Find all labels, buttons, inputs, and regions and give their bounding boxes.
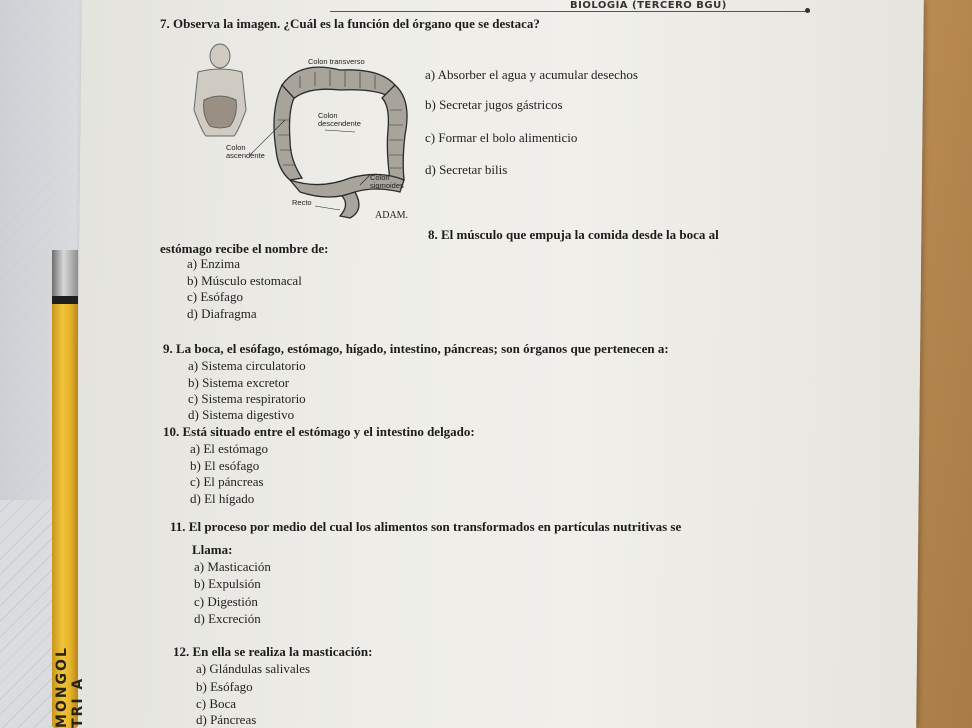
q10-option-d: d) El hígado <box>190 491 255 506</box>
question-number: 11. <box>170 519 186 534</box>
subject-header: BIOLOGÍA (TERCERO BGU) <box>570 0 727 11</box>
q12-option-d: d) Páncreas <box>196 712 257 727</box>
q9-option-d: d) Sistema digestivo <box>188 407 295 422</box>
colon-illustration <box>190 40 430 230</box>
question-10 <box>163 424 475 440</box>
label-rectum: Recto <box>292 198 312 207</box>
label-ascending-colon: Colon ascendente <box>226 143 265 160</box>
question-8 <box>428 227 719 243</box>
q8-option-c: c) Esófago <box>187 289 243 304</box>
question-text: La boca, el esófago, estómago, hígado, intestino, páncreas; son órganos que pertenecen a: <box>176 341 669 356</box>
q11-option-a: a) Masticación <box>194 559 271 574</box>
q8-option-a: a) Enzima <box>187 256 241 271</box>
q11-option-d: d) Excreción <box>194 611 261 626</box>
q8-option-b: b) Músculo estomacal <box>187 273 302 288</box>
question-number: 8. <box>428 227 438 242</box>
pencil-brand-text: MONGOL TRI A <box>54 646 86 728</box>
question-text: En ella se realiza la masticación: <box>192 644 373 659</box>
q9-option-a: a) Sistema circulatorio <box>188 358 306 373</box>
q11-option-c: c) Digestión <box>194 594 258 609</box>
header-dot <box>805 8 810 13</box>
question-9 <box>163 341 669 357</box>
question-text: El proceso por medio del cual los alimentos son transformados en partículas nutritivas se <box>188 519 682 534</box>
pencil-ferrule <box>52 250 78 296</box>
header-rule <box>330 11 810 12</box>
question-number: 9. <box>163 341 173 356</box>
question-8-continued: estómago recibe el nombre de: <box>160 241 329 256</box>
q7-option-b: b) Secretar jugos gástricos <box>425 97 563 112</box>
q10-option-a: a) El estómago <box>190 441 268 456</box>
pencil <box>52 250 86 728</box>
q12-option-a: a) Glándulas salivales <box>196 661 311 676</box>
q7-option-d: d) Secretar bilis <box>425 162 508 177</box>
question-12 <box>173 644 372 660</box>
question-number: 12. <box>173 644 190 659</box>
label-descending-colon: Colon descendente <box>318 111 361 128</box>
question-7 <box>160 16 540 32</box>
q11-option-b: b) Expulsión <box>194 576 261 591</box>
question-text: Está situado entre el estómago y el intestino delgado: <box>182 424 475 439</box>
label-transverse-colon: Colon transverso <box>308 57 365 66</box>
q10-option-b: b) El esófago <box>190 458 260 473</box>
question-11-continued: Llama: <box>192 542 233 557</box>
question-number: 7. <box>160 16 170 31</box>
pencil-band <box>52 296 78 304</box>
question-text: El músculo que empuja la comida desde la boca al <box>441 227 719 242</box>
q9-option-c: c) Sistema respiratorio <box>188 391 306 406</box>
adam-logo: ADAM. <box>375 210 409 221</box>
q10-option-c: c) El páncreas <box>190 474 264 489</box>
question-text: Observa la imagen. ¿Cuál es la función del órgano que se destaca? <box>173 16 540 31</box>
q12-option-c: c) Boca <box>196 696 237 711</box>
q7-option-a: a) Absorber el agua y acumular desechos <box>425 67 638 82</box>
q8-option-d: d) Diafragma <box>187 306 257 321</box>
label-sigmoid-colon: Colon sigmoides <box>370 173 404 190</box>
q7-option-c: c) Formar el bolo alimenticio <box>425 130 578 145</box>
question-number: 10. <box>163 424 180 439</box>
q9-option-b: b) Sistema excretor <box>188 375 290 390</box>
q12-option-b: b) Esófago <box>196 679 253 694</box>
question-11 <box>170 519 681 535</box>
